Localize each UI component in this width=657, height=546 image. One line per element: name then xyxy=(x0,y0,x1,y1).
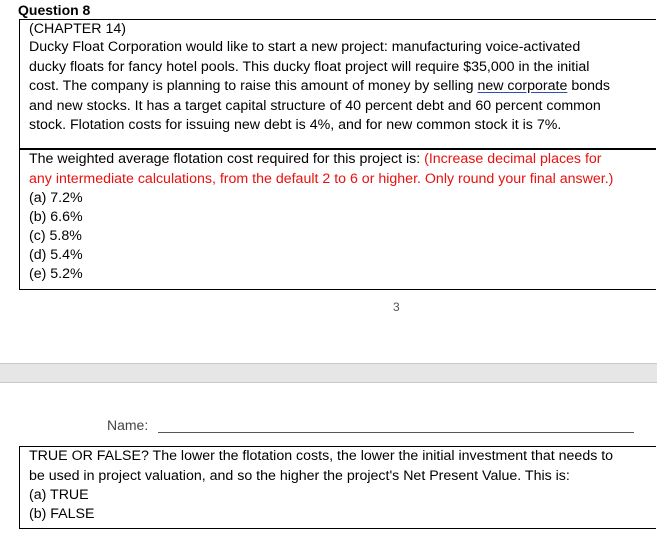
next-question-box xyxy=(19,446,656,529)
page-break-divider xyxy=(0,363,657,383)
next-question-line: TRUE OR FALSE? The lower the flotation costs, the lower the initial investment that needs to xyxy=(29,448,614,464)
answer-option-e[interactable]: (e) 5.2% xyxy=(29,266,83,282)
question-stem-box xyxy=(19,19,656,149)
question-prompt xyxy=(20,150,656,170)
stem-text: bonds xyxy=(567,78,610,94)
answer-option-b[interactable]: (b) 6.6% xyxy=(29,209,83,225)
prompt-text: The weighted average flotation cost required for this project is: xyxy=(29,151,425,167)
spellcheck-underlined-text: new corporate xyxy=(477,78,568,94)
chapter-label: (CHAPTER 14) xyxy=(29,21,126,37)
stem-line: stock. Flotation costs for issuing new debt is 4%, and for new common stock it is 7%. xyxy=(29,117,562,133)
answer-option-true[interactable]: (a) TRUE xyxy=(29,487,89,503)
stem-line: Ducky Float Corporation would like to start a new project: manufacturing voice-activated xyxy=(29,39,581,55)
answer-option-a[interactable]: (a) 7.2% xyxy=(29,190,83,206)
next-question-line: be used in project valuation, and so the higher the project's Net Present Value. This is: xyxy=(29,467,570,484)
answer-option-false[interactable]: (b) FALSE xyxy=(29,506,95,522)
stem-text: cost. The company is planning to raise this amount of money by selling xyxy=(29,78,478,94)
stem-line: and new stocks. It has a target capital structure of 40 percent debt and 60 percent common xyxy=(29,97,601,114)
name-label: Name: xyxy=(107,417,149,433)
answer-option-c[interactable]: (c) 5.8% xyxy=(29,228,82,244)
question-answer-box xyxy=(19,149,656,290)
answer-option-d[interactable]: (d) 5.4% xyxy=(29,247,83,263)
stem-line: ducky floats for fancy hotel pools. This ducky float project will require $35,000 in the initial xyxy=(29,58,590,75)
name-input-line[interactable] xyxy=(158,432,634,433)
question-heading: Question 8 xyxy=(18,2,91,18)
instruction-text: (Increase decimal places for xyxy=(424,151,602,167)
instruction-text: any intermediate calculations, from the default 2 to 6 or higher. Only round your final answer.) xyxy=(29,170,614,187)
page-number: 3 xyxy=(393,300,400,314)
stem-line xyxy=(20,77,656,97)
